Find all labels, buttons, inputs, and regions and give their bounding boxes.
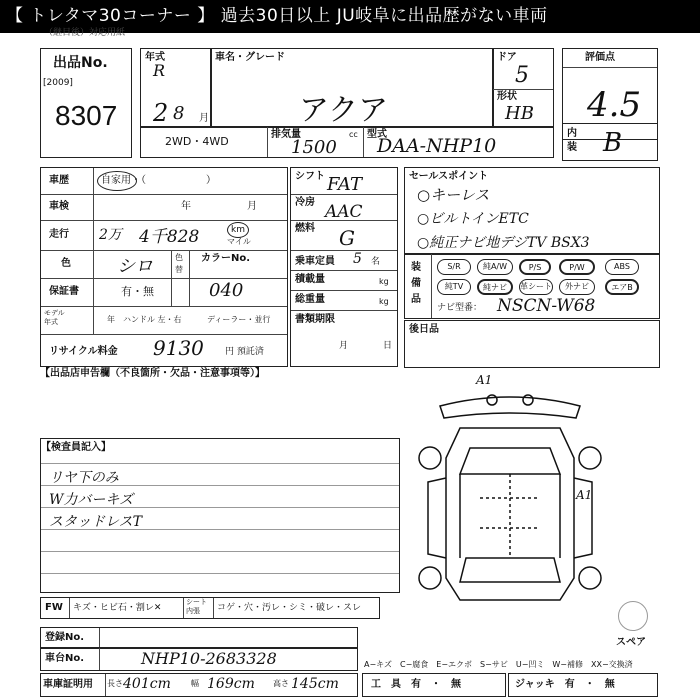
inspection-year: 年	[181, 201, 191, 212]
recycle-value: 9130	[153, 336, 204, 360]
equipment-label-mid: 備	[411, 278, 421, 289]
tools-box	[362, 673, 506, 697]
equip-navi: 純ナビ	[477, 279, 513, 295]
sales-box	[404, 167, 660, 255]
model-year-dealer: ディーラー・並行	[207, 315, 271, 324]
drive-label: 2WD・4WD	[165, 135, 229, 148]
damage-mark-side: A1	[576, 488, 593, 502]
legend-seat-top: シート	[186, 598, 207, 606]
equip-sunroof: S/R	[437, 259, 471, 275]
legend-bar	[40, 597, 380, 619]
registration-row	[40, 627, 358, 649]
cert-width-label: 幅	[191, 679, 199, 688]
sales-point-2: ○ビルトインETC	[417, 211, 529, 227]
fuel-value: G	[339, 226, 355, 250]
damage-mark-roof: A1	[476, 373, 493, 387]
legend-damage-2: コゲ・穴・汚レ・シミ・破レ・スレ	[217, 603, 362, 613]
year-era: R	[153, 61, 166, 80]
spare-label: スペア	[616, 637, 646, 648]
inspector-note-2: W力バーキズ	[49, 492, 134, 508]
score-value: 4.5	[587, 85, 642, 125]
lot-box	[40, 48, 132, 158]
displacement-label: 排気量	[271, 129, 301, 140]
tools-label: 工 具 有 ・ 無	[371, 679, 461, 690]
recycle-label: リサイクル料金	[49, 346, 118, 357]
later-label: 後日品	[409, 324, 439, 335]
docs-day: 日	[383, 341, 393, 351]
legend-seat-bottom: 内張	[186, 607, 200, 615]
inspector-note-3: スタッドレスT	[49, 514, 142, 530]
sales-point-1: ○キーレス	[417, 186, 490, 204]
gross-label: 総重量	[295, 294, 325, 305]
shift-label: シフト	[295, 171, 325, 182]
color-label: 色	[61, 258, 71, 269]
history-value: 自家用・（ ）	[101, 175, 216, 186]
auction-sheet	[0, 28, 700, 700]
top-fragment: （継目後）対応用紙	[44, 28, 126, 38]
equipment-label-bottom: 品	[411, 294, 421, 305]
registration-label: 登録No.	[45, 632, 85, 643]
cert-label: 車庫証明用	[43, 679, 93, 690]
cert-length-label: 長さ	[107, 679, 123, 688]
header-banner: 【 トレタマ30コーナー 】 過去30日以上 JU岐阜に出品歴がない車両	[0, 0, 700, 33]
chassis-row	[40, 647, 358, 671]
color-change-bottom: 替	[175, 265, 183, 274]
specs-table	[290, 167, 398, 367]
doors-box	[492, 48, 554, 128]
navi-model-label: ナビ型番：	[437, 303, 483, 313]
chassis-label: 車台No.	[45, 653, 85, 664]
vehicle-label: 車名・グレード	[215, 52, 285, 63]
equip-airbag: エアB	[605, 279, 639, 295]
docs-label: 書類期限	[295, 314, 335, 325]
inspection-month: 月	[247, 201, 257, 212]
warranty-label: 保証書	[49, 286, 79, 297]
model-code-value: DAA-NHP10	[377, 135, 497, 157]
load-label: 積載量	[295, 274, 325, 285]
model-year-label-top: モデル	[44, 309, 65, 317]
model-year-handle: ハンドル 左・右	[123, 315, 182, 324]
sales-point-3: ○純正ナビ地デジTV BSX3	[417, 235, 590, 251]
fuel-label: 燃料	[295, 223, 315, 234]
shape-value: HB	[505, 103, 534, 124]
mileage-unit-km: km	[231, 225, 245, 235]
equip-power-windows: P/W	[559, 259, 595, 275]
spare-icon	[618, 601, 648, 631]
year-label: 年式	[145, 52, 165, 63]
inspection-label: 車検	[49, 201, 69, 212]
history-table	[40, 167, 288, 367]
year-day-value: 8	[173, 103, 185, 124]
inspector-box	[40, 438, 400, 593]
displacement-value: 1500	[291, 137, 337, 158]
equip-tv: 純TV	[437, 279, 471, 295]
equip-ext-navi: 外ナビ	[559, 279, 595, 295]
year-month-value: 2	[153, 99, 169, 127]
later-box	[404, 320, 660, 368]
cert-height-value: 145cm	[291, 676, 339, 692]
color-no-label: カラーNo.	[201, 253, 251, 264]
color-value: シロ	[117, 256, 153, 277]
inspector-label: 【検査員記入】	[41, 442, 111, 453]
displacement-unit: cc	[349, 130, 358, 139]
capacity-unit: 名	[371, 257, 381, 267]
damage-codes: A−キズ C−腐食 E−エクボ S−サビ U−凹ミ W−補修 XX−交換済	[364, 660, 633, 669]
ac-label: 冷房	[295, 197, 315, 208]
navi-model-value: NSCN-W68	[497, 296, 596, 316]
equip-power-steering: P/S	[519, 259, 551, 275]
cert-row	[40, 673, 358, 697]
jack-box	[508, 673, 658, 697]
lot-number: 8307	[55, 100, 118, 131]
model-year-year: 年	[107, 315, 115, 324]
color-no-value: 040	[209, 280, 244, 301]
drive-row	[140, 126, 554, 158]
year-month-unit: 月	[199, 113, 209, 124]
vehicle-name: アクア	[299, 93, 389, 128]
lot-label: 出品No.	[53, 55, 108, 71]
gross-unit: kg	[379, 297, 389, 306]
cert-length-value: 401cm	[123, 676, 171, 692]
shape-label: 形状	[497, 91, 517, 102]
chassis-value: NHP10-2683328	[141, 649, 277, 668]
mileage-unit-mile: マイル	[227, 237, 251, 246]
capacity-label: 乗車定員	[295, 256, 335, 267]
vehicle-box	[210, 48, 494, 128]
ac-value: AAC	[325, 202, 363, 222]
equip-leather: 革シート	[519, 279, 553, 295]
sales-label: セールスポイント	[409, 171, 489, 182]
mileage-man: 2万	[99, 227, 122, 243]
equipment-box	[404, 253, 660, 319]
warranty-value: 有・無	[121, 285, 154, 298]
interior-box	[562, 123, 658, 161]
doors-value: 5	[515, 63, 529, 88]
mileage-value: 4千828	[139, 227, 200, 247]
cert-height-label: 高さ	[273, 679, 289, 688]
capacity-value: 5	[353, 251, 362, 267]
equip-abs: ABS	[605, 259, 639, 275]
interior-value: B	[603, 128, 623, 158]
score-label: 評価点	[585, 52, 615, 63]
equipment-label-top: 装	[411, 262, 421, 273]
jack-label: ジャッキ 有 ・ 無	[515, 679, 615, 690]
color-change-top: 色	[175, 253, 183, 262]
inspector-note-1: リヤ下のみ	[49, 470, 119, 486]
load-unit: kg	[379, 277, 389, 286]
legend-fw: FW	[45, 602, 63, 613]
year-box	[140, 48, 212, 128]
docs-month: 月	[339, 341, 349, 351]
doors-label: ドア	[497, 52, 517, 63]
mileage-label: 走行	[49, 229, 69, 240]
interior-label-bottom: 装	[567, 142, 577, 153]
declaration-label: 【出品店申告欄（不良箇所・欠品・注意事項等）】	[40, 368, 265, 379]
equip-alloy-wheels: 純A/W	[477, 259, 513, 275]
cert-width-value: 169cm	[207, 676, 255, 692]
lot-year-tag: [2009]	[43, 78, 73, 88]
model-code-label: 型式	[367, 129, 387, 140]
legend-damage-1: キズ・ヒビ石・割レ✕	[73, 603, 162, 613]
interior-label-top: 内	[567, 128, 577, 139]
model-year-label-bottom: 年式	[44, 318, 58, 326]
shift-value: FAT	[327, 174, 362, 195]
recycle-unit: 円 預託済	[225, 347, 264, 357]
history-label: 車歴	[49, 175, 69, 186]
